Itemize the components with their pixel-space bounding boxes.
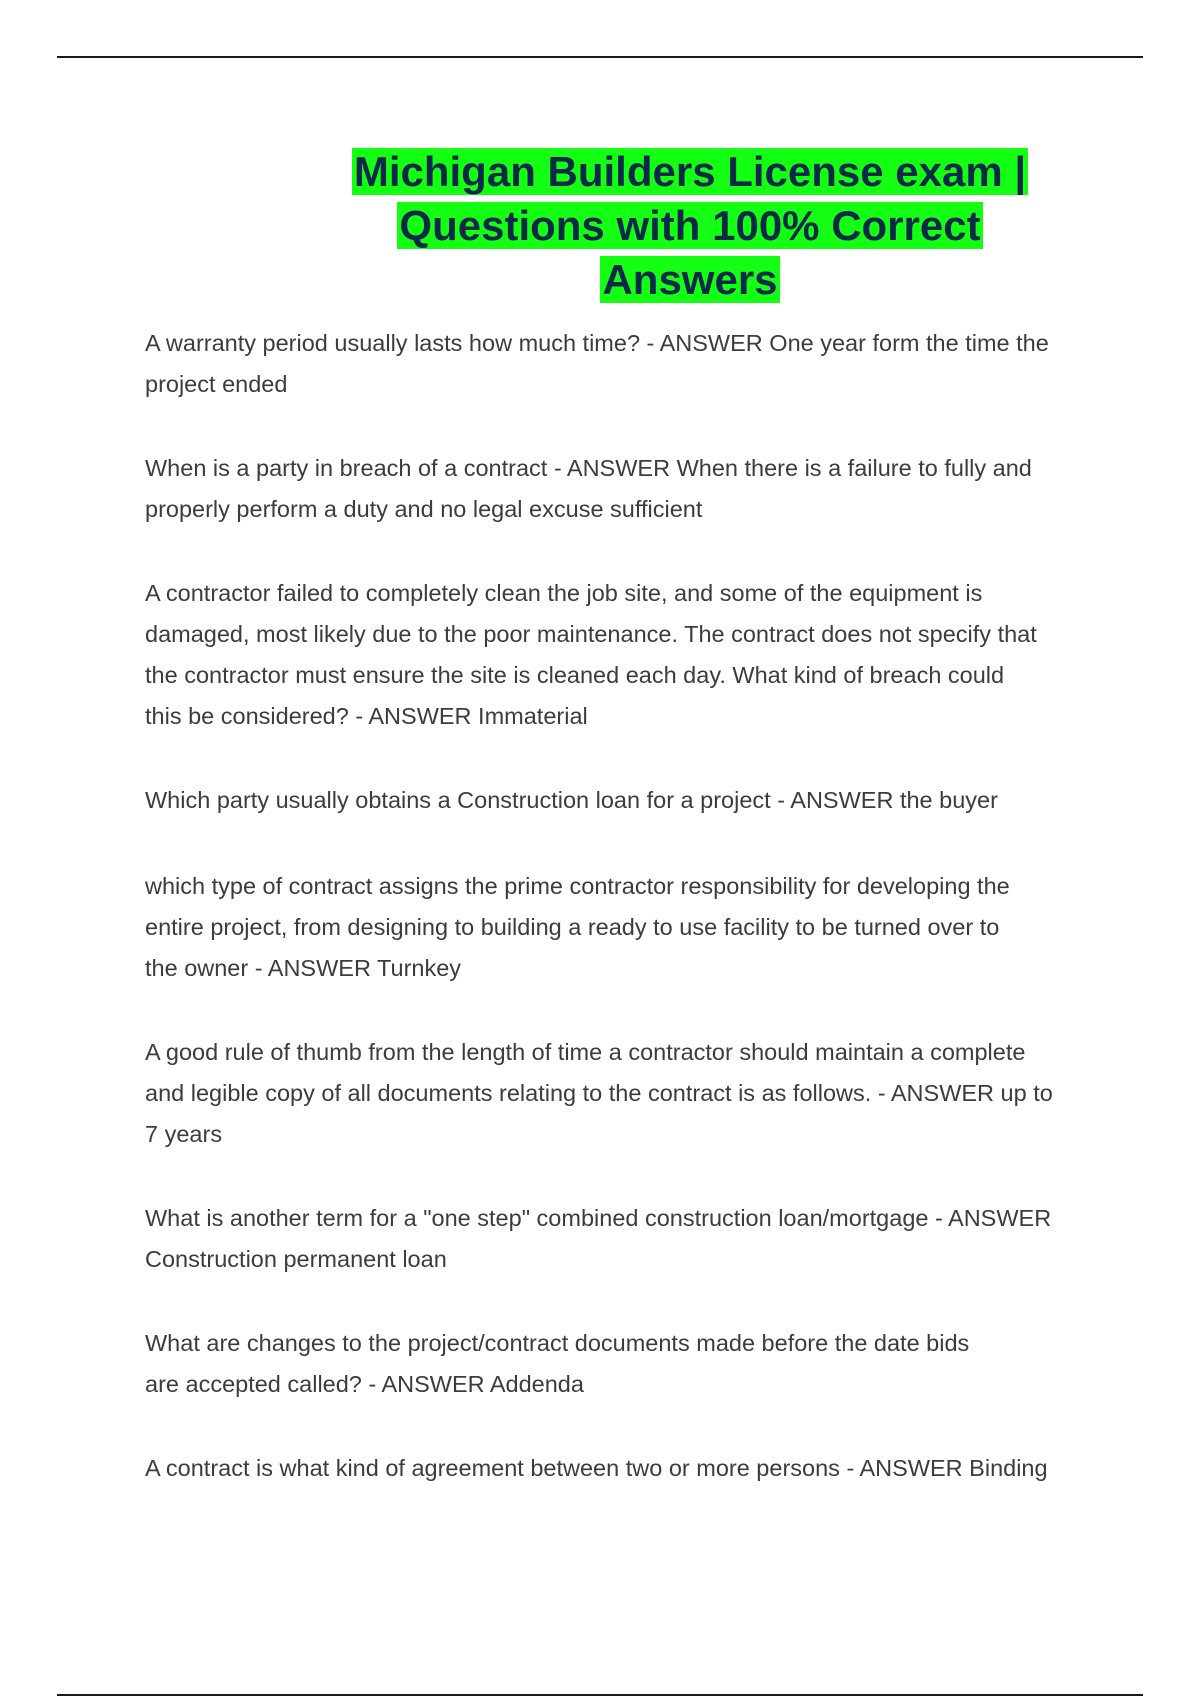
qa-item: What are changes to the project/contract documents made before the date bids are accepted called? - ANSWER Addenda [145,1330,970,1397]
qa-item: which type of contract assigns the prime contractor responsibility for developing the entire project, from designing to building a ready to use facility to be turned over to the owner - ANSWER Turnkey [145,873,1010,981]
question-answer-list [145,323,1090,1489]
document-title [300,145,1080,307]
qa-item: A good rule of thumb from the length of time a contractor should maintain a complete and legible copy of all documents relating to the contract is as follows. - ANSWER up to 7 years [145,1039,1053,1147]
qa-item: Which party usually obtains a Construction loan for a project - ANSWER the buyer [145,787,998,813]
title-line: Michigan Builders License exam | [353,148,1027,195]
top-rule [57,56,1143,58]
title-line: Answers [602,256,778,303]
qa-item: What is another term for a "one step" combined construction loan/mortgage - ANSWER Construction permanent loan [145,1205,1052,1272]
qa-item: A contractor failed to completely clean the job site, and some of the equipment is damaged, most likely due to the poor maintenance. The contract does not specify that the contractor must ensure the site is cleaned each day. What kind of breach could this be considered? - ANSWER Immaterial [145,580,1037,729]
qa-item: When is a party in breach of a contract - ANSWER When there is a failure to fully and properly perform a duty and no legal excuse sufficient [145,455,1032,522]
qa-item: A warranty period usually lasts how much time? - ANSWER One year form the time the project ended [145,330,1049,397]
title-line: Questions with 100% Correct [399,202,981,249]
bottom-rule [57,1694,1143,1696]
qa-item: A contract is what kind of agreement between two or more persons - ANSWER Binding [145,1455,1048,1481]
